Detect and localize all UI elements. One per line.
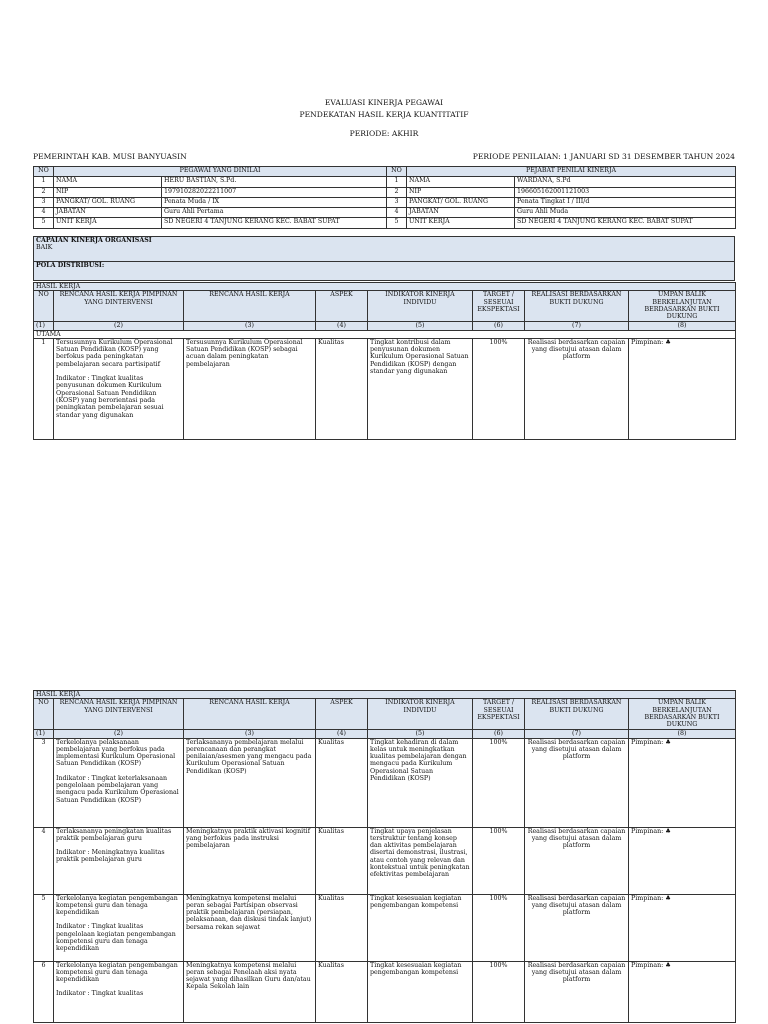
doc-subtitle: PENDEKATAN HASIL KERJA KUANTITATIF: [299, 110, 469, 119]
column-header: RENCANA HASIL KERJA PIMPINAN YANG DINTERVENSI: [54, 291, 184, 322]
rhk-cell: Terlaksananya pembelajaran melalui perencanaan dan perangkat penilaian/asesmen yang mengacu pada Kurikulum Operasional Satuan Pendidikan (KOSP): [184, 738, 316, 827]
doc-periode: PERIODE: AKHIR: [349, 129, 419, 138]
row-no: 1: [387, 177, 407, 187]
section-row: [34, 691, 736, 699]
identity-row: [34, 218, 736, 228]
column-header: ASPEK: [316, 291, 368, 322]
iki-cell: Tingkat kehadiran di dalam kelas untuk meningkatkan kualitas pembelajaran dengan mengacu pada Kurikulum Operasional Satuan Pendidikan (KOSP): [368, 738, 473, 827]
column-number: (3): [184, 730, 316, 738]
column-number: (7): [525, 730, 629, 738]
rhk-pimpinan-text: Terlaksananya peningkatan kualitas praktik pembelajaran guru: [56, 827, 172, 842]
row-no: 1: [34, 177, 54, 187]
rhk-cell: Meningkatnya kompetensi melalui peran sebagai Partisipan observasi praktik pembelajaran (persiapan, pelaksanaan, dan diskusi tindak lanjut) bersama rekan sejawat: [184, 894, 316, 961]
row-no: 3: [387, 197, 407, 207]
target-cell: 100%: [473, 338, 525, 439]
field-label: JABATAN: [54, 208, 162, 218]
identity-table: [33, 166, 736, 229]
pejabat-value: 196605162001121003: [515, 187, 736, 197]
pegawai-value: Guru Ahli Pertama: [162, 208, 387, 218]
pegawai-value: SD NEGERI 4 TANJUNG KERANG KEC. BABAT SUPAT: [162, 218, 387, 228]
field-label: NIP: [54, 187, 162, 197]
realisasi-cell: Realisasi berdasarkan capaian yang disetujui atasan dalam platform: [525, 338, 629, 439]
row-no: 5: [34, 894, 54, 961]
rhk-pimpinan-cell: [54, 338, 184, 439]
umpan-balik-cell: Pimpinan: ♣: [629, 894, 736, 961]
column-header: UMPAN BALIK BERKELANJUTAN BERDASARKAN BUKTI DUKUNG: [629, 291, 736, 322]
target-cell: 100%: [473, 961, 525, 1022]
column-number: (1): [34, 730, 54, 738]
rhk-pimpinan-cell: [54, 827, 184, 894]
field-label: NAMA: [407, 177, 515, 187]
target-cell: 100%: [473, 827, 525, 894]
aspek-cell: Kualitas: [316, 827, 368, 894]
umpan-balik-cell: Pimpinan: ♣: [629, 738, 736, 827]
indikator-pimpinan-text: Indikator : Tingkat kualitas: [56, 990, 144, 998]
row-no: 1: [34, 338, 54, 439]
section-row: [34, 283, 736, 291]
column-number: (1): [34, 322, 54, 330]
pola-label: POLA DISTRIBUSI:: [36, 262, 105, 269]
column-header: ASPEK: [316, 699, 368, 730]
numbering-row: [34, 322, 736, 330]
column-number: (5): [368, 322, 473, 330]
column-number: (4): [316, 730, 368, 738]
table-row: [34, 961, 736, 1022]
identity-row: [34, 208, 736, 218]
column-number: (3): [184, 322, 316, 330]
column-number: (6): [473, 730, 525, 738]
row-no: 2: [387, 187, 407, 197]
row-no: 4: [34, 827, 54, 894]
column-header: REALISASI BERDASARKAN BUKTI DUKUNG: [525, 291, 629, 322]
pejabat-value: SD NEGERI 4 TANJUNG KERANG KEC. BABAT SUPAT: [515, 218, 736, 228]
rhk-pimpinan-cell: [54, 961, 184, 1022]
umpan-balik-cell: Pimpinan: ♣: [629, 961, 736, 1022]
capaian-label: CAPAIAN KINERJA ORGANISASI: [36, 237, 152, 244]
iki-cell: Tingkat kesesuaian kegiatan pengembangan kompetensi: [368, 894, 473, 961]
rhk-cell: Tersusunnya Kurikulum Operasional Satuan Pendidikan (KOSP) sebagai acuan dalam peningkatan pembelajaran: [184, 338, 316, 439]
pegawai-header: PEGAWAI YANG DINILAI: [54, 167, 387, 177]
doc-title: EVALUASI KINERJA PEGAWAI: [324, 98, 444, 107]
col-no-header: NO: [34, 167, 54, 177]
table-row: [34, 738, 736, 827]
row-no: 4: [387, 208, 407, 218]
column-header: UMPAN BALIK BERKELANJUTAN BERDASARKAN BUKTI DUKUNG: [629, 699, 736, 730]
field-label: UNIT KERJA: [407, 218, 515, 228]
pegawai-value: HERU BASTIAN, S.Pd.: [162, 177, 387, 187]
column-header: REALISASI BERDASARKAN BUKTI DUKUNG: [525, 699, 629, 730]
rhk-cell: Meningkatnya kompetensi melalui peran sebagai Penelaah aksi nyata sejawat yang dihasilkan Guru dan/atau Kepala Sekolah lain: [184, 961, 316, 1022]
table-row: [34, 827, 736, 894]
column-number: (7): [525, 322, 629, 330]
pejabat-value: WARDANA, S.Pd: [515, 177, 736, 187]
umpan-balik-cell: Pimpinan: ♣: [629, 827, 736, 894]
column-header: RENCANA HASIL KERJA PIMPINAN YANG DINTERVENSI: [54, 699, 184, 730]
indikator-pimpinan-text: Indikator : Meningkatnya kualitas praktik pembelajaran guru: [56, 849, 165, 864]
column-header: RENCANA HASIL KERJA: [184, 291, 316, 322]
pejabat-value: Penata Tingkat I / III/d: [515, 197, 736, 207]
iki-cell: Tingkat kesesuaian kegiatan pengembangan kompetensi: [368, 961, 473, 1022]
indikator-pimpinan-text: Indikator : Tingkat kualitas penyusunan dokumen Kurikulum Operasional Satuan Pendidikan (KOSP) yang berorientasi pada peningkatan pembelajaran sesuai standar yang digunakan: [56, 375, 164, 419]
row-no: 5: [387, 218, 407, 228]
target-cell: 100%: [473, 894, 525, 961]
pejabat-header: PEJABAT PENILAI KINERJA: [407, 167, 736, 177]
hasil-kerja-label: HASIL KERJA: [34, 283, 736, 291]
field-label: JABATAN: [407, 208, 515, 218]
numbering-row: [34, 730, 736, 738]
rhk-pimpinan-text: Terkelolanya pelaksanaan pembelajaran yang berfokus pada implementasi Kurikulum Operasional Satuan Pendidikan (KOSP): [56, 738, 176, 768]
table-row: [34, 338, 736, 439]
realisasi-cell: Realisasi berdasarkan capaian yang disetujui atasan dalam platform: [525, 738, 629, 827]
column-header: RENCANA HASIL KERJA: [184, 699, 316, 730]
realisasi-cell: Realisasi berdasarkan capaian yang disetujui atasan dalam platform: [525, 827, 629, 894]
column-number: (4): [316, 322, 368, 330]
indikator-pimpinan-text: Indikator : Tingkat keterlaksanaan pengelolaan pembelajaran yang mengacu pada Kurikulum Operasional Satuan Pendidikan (KOSP): [56, 774, 179, 804]
field-label: UNIT KERJA: [54, 218, 162, 228]
row-no: 6: [34, 961, 54, 1022]
aspek-cell: Kualitas: [316, 338, 368, 439]
hasil-kerja-table: [33, 282, 736, 440]
field-label: NAMA: [54, 177, 162, 187]
field-label: NIP: [407, 187, 515, 197]
identity-row: [34, 187, 736, 197]
organization-table: [33, 236, 735, 281]
column-number: (2): [54, 322, 184, 330]
aspek-cell: Kualitas: [316, 738, 368, 827]
hasil-kerja-table-continued: [33, 690, 736, 1023]
table-row: [34, 894, 736, 961]
row-no: 3: [34, 738, 54, 827]
row-no: 3: [34, 197, 54, 207]
hasil-kerja-label: HASIL KERJA: [34, 691, 736, 699]
header-row: [34, 291, 736, 322]
identity-row: [34, 197, 736, 207]
instansi-label: PEMERINTAH KAB. MUSI BANYUASIN: [33, 152, 187, 161]
rhk-cell: Meningkatnya praktik aktivasi kognitif yang berfokus pada instruksi pembelajaran: [184, 827, 316, 894]
pegawai-value: 197910282022211007: [162, 187, 387, 197]
document-page-2: [0, 690, 768, 1024]
row-no: 4: [34, 208, 54, 218]
realisasi-cell: Realisasi berdasarkan capaian yang disetujui atasan dalam platform: [525, 894, 629, 961]
realisasi-cell: Realisasi berdasarkan capaian yang disetujui atasan dalam platform: [525, 961, 629, 1022]
row-no: 5: [34, 218, 54, 228]
column-header: TARGET / SESEUAI EKSPEKTASI: [473, 291, 525, 322]
rhk-pimpinan-text: Terkelolanya kegiatan pengembangan kompetensi guru dan tenaga kependidikan: [56, 961, 178, 984]
capaian-value: BAIK: [36, 244, 53, 252]
indikator-pimpinan-text: Indikator : Tingkat kualitas pengelolaan kegiatan pengembangan kompetensi guru dan tenaga kependidikan: [56, 923, 176, 953]
aspek-cell: Kualitas: [316, 961, 368, 1022]
periode-penilaian-label: PERIODE PENILAIAN: 1 JANUARI SD 31 DESEMBER TAHUN 2024: [472, 152, 735, 161]
row-no: 2: [34, 187, 54, 197]
column-header: INDIKATOR KINERJA INDIVIDU: [368, 699, 473, 730]
column-header: TARGET / SESEUAI EKSPEKTASI: [473, 699, 525, 730]
column-number: (6): [473, 322, 525, 330]
header-row: [34, 699, 736, 730]
column-header: NO: [34, 291, 54, 322]
col-no-header: NO: [387, 167, 407, 177]
field-label: PANGKAT/ GOL. RUANG: [54, 197, 162, 207]
rhk-pimpinan-text: Tersusunnya Kurikulum Operasional Satuan Pendidikan (KOSP) yang berfokus pada peningkatan pembelajaran secara partisipatif: [56, 338, 173, 368]
utama-row: [34, 330, 736, 338]
column-number: (8): [629, 730, 736, 738]
utama-label: UTAMA: [34, 330, 736, 338]
column-header: INDIKATOR KINERJA INDIVIDU: [368, 291, 473, 322]
iki-cell: Tingkat upaya penjelasan terstruktur tentang konsep dan aktivitas pembelajaran disertai demonstrasi, ilustrasi, atau contoh yang relevan dan kontekstual untuk peningkatan efektivitas pembelajaran: [368, 827, 473, 894]
field-label: PANGKAT/ GOL. RUANG: [407, 197, 515, 207]
pegawai-value: Penata Muda / IX: [162, 197, 387, 207]
column-number: (5): [368, 730, 473, 738]
column-header: NO: [34, 699, 54, 730]
aspek-cell: Kualitas: [316, 894, 368, 961]
identity-row: [34, 177, 736, 187]
column-number: (2): [54, 730, 184, 738]
rhk-pimpinan-cell: [54, 738, 184, 827]
pejabat-value: Guru Ahli Muda: [515, 208, 736, 218]
umpan-balik-cell: Pimpinan: ♣: [629, 338, 736, 439]
column-number: (8): [629, 322, 736, 330]
target-cell: 100%: [473, 738, 525, 827]
iki-cell: Tingkat kontribusi dalam penyusunan dokumen Kurikulum Operasional Satuan Pendidikan (KOSP) dengan standar yang digunakan: [368, 338, 473, 439]
rhk-pimpinan-text: Terkelolanya kegiatan pengembangan kompetensi guru dan tenaga kependidikan: [56, 894, 178, 917]
rhk-pimpinan-cell: [54, 894, 184, 961]
